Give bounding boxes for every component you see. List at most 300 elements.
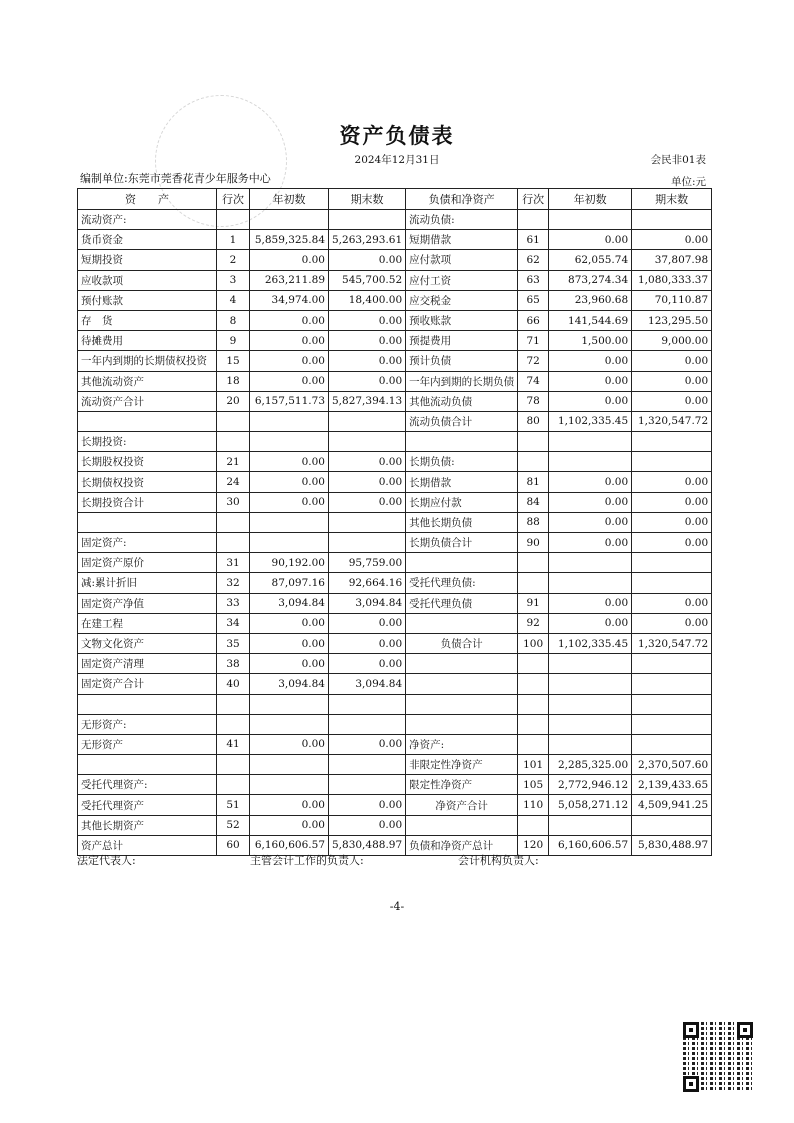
- liability-line-cell: [518, 654, 549, 674]
- liability-begin-cell: 873,274.34: [549, 270, 632, 290]
- liability-end-cell: 0.00: [632, 593, 712, 613]
- table-row: [78, 633, 712, 653]
- asset-name-cell: 货币资金: [78, 230, 217, 250]
- report-date: 2024年12月31日: [354, 154, 440, 166]
- liability-begin-cell: [549, 674, 632, 694]
- asset-end-cell: 0.00: [329, 815, 406, 835]
- preparing-organization: 编制单位:东莞市莞香花青少年服务中心: [80, 172, 271, 185]
- asset-line-cell: [217, 714, 250, 734]
- asset-line-cell: [217, 533, 250, 553]
- asset-begin-cell: [250, 512, 329, 532]
- asset-begin-cell: 3,094.84: [250, 593, 329, 613]
- asset-begin-cell: 263,211.89: [250, 270, 329, 290]
- asset-name-cell: 受托代理资产:: [78, 775, 217, 795]
- asset-end-cell: 0.00: [329, 654, 406, 674]
- asset-end-cell: 0.00: [329, 472, 406, 492]
- table-row: [78, 210, 712, 230]
- liability-end-cell: [632, 210, 712, 230]
- asset-name-cell: 在建工程: [78, 613, 217, 633]
- liability-line-cell: [518, 573, 549, 593]
- liability-name-cell: 净资产:: [406, 734, 518, 754]
- liability-begin-cell: [549, 452, 632, 472]
- asset-end-cell: 0.00: [329, 331, 406, 351]
- liability-line-cell: [518, 815, 549, 835]
- asset-line-cell: 9: [217, 331, 250, 351]
- table-row: [78, 775, 712, 795]
- liability-end-cell: [632, 573, 712, 593]
- table-row: [78, 573, 712, 593]
- asset-line-cell: [217, 210, 250, 230]
- liability-end-cell: [632, 815, 712, 835]
- col-end: 期末数: [329, 189, 406, 210]
- liability-begin-cell: [549, 654, 632, 674]
- asset-name-cell: 流动资产:: [78, 210, 217, 230]
- asset-end-cell: 0.00: [329, 633, 406, 653]
- asset-begin-cell: [250, 210, 329, 230]
- form-code: 会民非01表: [650, 154, 706, 166]
- asset-begin-cell: 0.00: [250, 310, 329, 330]
- liability-end-cell: [632, 654, 712, 674]
- liability-begin-cell: 0.00: [549, 512, 632, 532]
- asset-begin-cell: 0.00: [250, 452, 329, 472]
- liability-begin-cell: [549, 432, 632, 452]
- table-row: [78, 371, 712, 391]
- liability-end-cell: [632, 432, 712, 452]
- asset-end-cell: 0.00: [329, 492, 406, 512]
- liability-line-cell: [518, 734, 549, 754]
- liability-begin-cell: 2,285,325.00: [549, 755, 632, 775]
- table-row: [78, 250, 712, 270]
- liability-line-cell: 61: [518, 230, 549, 250]
- asset-name-cell: 短期投资: [78, 250, 217, 270]
- asset-end-cell: 5,263,293.61: [329, 230, 406, 250]
- liability-begin-cell: [549, 553, 632, 573]
- liability-line-cell: 92: [518, 613, 549, 633]
- col-line-2: 行次: [518, 189, 549, 210]
- asset-end-cell: 0.00: [329, 371, 406, 391]
- asset-begin-cell: [250, 432, 329, 452]
- qr-finder-icon: [737, 1022, 753, 1038]
- asset-end-cell: 92,664.16: [329, 573, 406, 593]
- asset-line-cell: [217, 432, 250, 452]
- asset-end-cell: 5,830,488.97: [329, 835, 406, 855]
- asset-begin-cell: 0.00: [250, 613, 329, 633]
- table-row: [78, 432, 712, 452]
- liability-end-cell: 70,110.87: [632, 290, 712, 310]
- liability-name-cell: 长期应付款: [406, 492, 518, 512]
- asset-end-cell: 0.00: [329, 310, 406, 330]
- asset-name-cell: 文物文化资产: [78, 633, 217, 653]
- liability-name-cell: 受托代理负债:: [406, 573, 518, 593]
- liability-name-cell: 预计负债: [406, 351, 518, 371]
- accounting-head-label: 主管会计工作的负责人:: [250, 854, 364, 867]
- asset-begin-cell: [250, 694, 329, 714]
- asset-name-cell: 其他流动资产: [78, 371, 217, 391]
- table-row: [78, 391, 712, 411]
- asset-name-cell: 固定资产净值: [78, 593, 217, 613]
- liability-end-cell: [632, 452, 712, 472]
- liability-name-cell: [406, 674, 518, 694]
- asset-begin-cell: 5,859,325.84: [250, 230, 329, 250]
- liability-name-cell: 应付款项: [406, 250, 518, 270]
- liability-begin-cell: 141,544.69: [549, 310, 632, 330]
- asset-end-cell: [329, 714, 406, 734]
- liability-begin-cell: 0.00: [549, 472, 632, 492]
- table-row: [78, 452, 712, 472]
- liability-end-cell: 1,320,547.72: [632, 411, 712, 431]
- liability-begin-cell: 0.00: [549, 613, 632, 633]
- asset-line-cell: [217, 694, 250, 714]
- liability-name-cell: 流动负债合计: [406, 411, 518, 431]
- liability-end-cell: 1,320,547.72: [632, 633, 712, 653]
- liability-begin-cell: 1,102,335.45: [549, 633, 632, 653]
- asset-line-cell: 60: [217, 835, 250, 855]
- liability-line-cell: 65: [518, 290, 549, 310]
- liability-begin-cell: 62,055.74: [549, 250, 632, 270]
- asset-end-cell: [329, 533, 406, 553]
- liability-line-cell: 71: [518, 331, 549, 351]
- asset-begin-cell: [250, 411, 329, 431]
- liability-line-cell: 88: [518, 512, 549, 532]
- liability-name-cell: 其他长期负债: [406, 512, 518, 532]
- liability-end-cell: [632, 674, 712, 694]
- liability-begin-cell: 1,102,335.45: [549, 411, 632, 431]
- liability-line-cell: 90: [518, 533, 549, 553]
- asset-line-cell: 51: [217, 795, 250, 815]
- liability-end-cell: 0.00: [632, 533, 712, 553]
- liability-end-cell: 4,509,941.25: [632, 795, 712, 815]
- asset-begin-cell: [250, 775, 329, 795]
- asset-name-cell: 预付账款: [78, 290, 217, 310]
- liability-end-cell: 9,000.00: [632, 331, 712, 351]
- asset-begin-cell: 0.00: [250, 351, 329, 371]
- liability-begin-cell: 0.00: [549, 492, 632, 512]
- page-title: 资产负债表: [339, 123, 455, 148]
- liability-line-cell: 101: [518, 755, 549, 775]
- asset-name-cell: 资产总计: [78, 835, 217, 855]
- asset-line-cell: 8: [217, 310, 250, 330]
- table-row: [78, 593, 712, 613]
- asset-name-cell: 存 货: [78, 310, 217, 330]
- asset-line-cell: [217, 512, 250, 532]
- liability-line-cell: 100: [518, 633, 549, 653]
- asset-begin-cell: [250, 755, 329, 775]
- qr-finder-icon: [683, 1076, 699, 1092]
- asset-begin-cell: 3,094.84: [250, 674, 329, 694]
- col-line: 行次: [217, 189, 250, 210]
- asset-line-cell: 1: [217, 230, 250, 250]
- table-row: [78, 835, 712, 855]
- liability-end-cell: [632, 553, 712, 573]
- liability-line-cell: [518, 674, 549, 694]
- asset-name-cell: 固定资产:: [78, 533, 217, 553]
- liability-line-cell: 74: [518, 371, 549, 391]
- liability-line-cell: [518, 210, 549, 230]
- liability-name-cell: [406, 654, 518, 674]
- asset-end-cell: 0.00: [329, 795, 406, 815]
- asset-line-cell: [217, 775, 250, 795]
- table-row: [78, 553, 712, 573]
- asset-begin-cell: 34,974.00: [250, 290, 329, 310]
- liability-end-cell: 5,830,488.97: [632, 835, 712, 855]
- table-row: [78, 714, 712, 734]
- table-row: [78, 472, 712, 492]
- table-row: [78, 331, 712, 351]
- liability-begin-cell: 0.00: [549, 230, 632, 250]
- asset-end-cell: 18,400.00: [329, 290, 406, 310]
- liability-line-cell: 66: [518, 310, 549, 330]
- asset-begin-cell: 0.00: [250, 815, 329, 835]
- liability-name-cell: 受托代理负债: [406, 593, 518, 613]
- asset-begin-cell: 0.00: [250, 250, 329, 270]
- asset-name-cell: 长期债权投资: [78, 472, 217, 492]
- table-row: [78, 290, 712, 310]
- liability-name-cell: 长期负债:: [406, 452, 518, 472]
- accounting-dept-head-label: 会计机构负责人:: [458, 854, 539, 867]
- table-row: [78, 694, 712, 714]
- asset-begin-cell: 0.00: [250, 734, 329, 754]
- liability-name-cell: 预提费用: [406, 331, 518, 351]
- table-row: [78, 492, 712, 512]
- asset-end-cell: 0.00: [329, 250, 406, 270]
- liability-name-cell: [406, 694, 518, 714]
- liability-name-cell: 负债合计: [406, 633, 518, 653]
- asset-end-cell: [329, 512, 406, 532]
- liability-name-cell: [406, 815, 518, 835]
- liability-end-cell: 2,139,433.65: [632, 775, 712, 795]
- asset-line-cell: 32: [217, 573, 250, 593]
- liability-end-cell: 2,370,507.60: [632, 755, 712, 775]
- liability-end-cell: [632, 714, 712, 734]
- asset-end-cell: [329, 432, 406, 452]
- liability-name-cell: 应付工资: [406, 270, 518, 290]
- table-row: [78, 270, 712, 290]
- asset-line-cell: 41: [217, 734, 250, 754]
- table-row: [78, 230, 712, 250]
- asset-begin-cell: 0.00: [250, 371, 329, 391]
- asset-end-cell: [329, 694, 406, 714]
- liability-begin-cell: [549, 815, 632, 835]
- asset-line-cell: 35: [217, 633, 250, 653]
- table-row: [78, 411, 712, 431]
- liability-line-cell: 80: [518, 411, 549, 431]
- asset-name-cell: 固定资产原价: [78, 553, 217, 573]
- liability-name-cell: 负债和净资产总计: [406, 835, 518, 855]
- liability-end-cell: 0.00: [632, 492, 712, 512]
- liability-end-cell: 0.00: [632, 371, 712, 391]
- asset-end-cell: 0.00: [329, 351, 406, 371]
- table-row: [78, 533, 712, 553]
- liability-end-cell: 123,295.50: [632, 310, 712, 330]
- liability-begin-cell: [549, 734, 632, 754]
- table-row: [78, 613, 712, 633]
- liability-begin-cell: [549, 210, 632, 230]
- liability-name-cell: 流动负债:: [406, 210, 518, 230]
- asset-name-cell: [78, 411, 217, 431]
- asset-end-cell: 95,759.00: [329, 553, 406, 573]
- asset-line-cell: 33: [217, 593, 250, 613]
- table-row: [78, 310, 712, 330]
- table-row: [78, 351, 712, 371]
- liability-line-cell: 91: [518, 593, 549, 613]
- liability-name-cell: [406, 613, 518, 633]
- liability-line-cell: 105: [518, 775, 549, 795]
- liability-end-cell: [632, 694, 712, 714]
- asset-begin-cell: 90,192.00: [250, 553, 329, 573]
- asset-end-cell: 3,094.84: [329, 593, 406, 613]
- asset-line-cell: 15: [217, 351, 250, 371]
- asset-name-cell: 流动资产合计: [78, 391, 217, 411]
- asset-name-cell: 无形资产: [78, 734, 217, 754]
- asset-end-cell: [329, 411, 406, 431]
- asset-end-cell: 5,827,394.13: [329, 391, 406, 411]
- qr-code: [683, 1022, 753, 1092]
- asset-line-cell: [217, 411, 250, 431]
- asset-begin-cell: [250, 714, 329, 734]
- liability-begin-cell: 0.00: [549, 351, 632, 371]
- liability-name-cell: [406, 714, 518, 734]
- asset-name-cell: [78, 512, 217, 532]
- col-end-2: 期末数: [632, 189, 712, 210]
- asset-line-cell: 20: [217, 391, 250, 411]
- liability-begin-cell: 5,058,271.12: [549, 795, 632, 815]
- asset-name-cell: 长期股权投资: [78, 452, 217, 472]
- liability-line-cell: 62: [518, 250, 549, 270]
- asset-name-cell: 无形资产:: [78, 714, 217, 734]
- liability-end-cell: 0.00: [632, 613, 712, 633]
- liability-begin-cell: [549, 694, 632, 714]
- asset-begin-cell: 0.00: [250, 654, 329, 674]
- legal-representative-label: 法定代表人:: [77, 854, 136, 867]
- currency-unit: 单位:元: [670, 176, 706, 188]
- liability-name-cell: 其他流动负债: [406, 391, 518, 411]
- liability-line-cell: 78: [518, 391, 549, 411]
- asset-end-cell: 3,094.84: [329, 674, 406, 694]
- asset-begin-cell: 0.00: [250, 472, 329, 492]
- asset-name-cell: [78, 694, 217, 714]
- asset-end-cell: 545,700.52: [329, 270, 406, 290]
- asset-name-cell: 减:累计折旧: [78, 573, 217, 593]
- asset-begin-cell: 87,097.16: [250, 573, 329, 593]
- table-row: [78, 755, 712, 775]
- table-row: [78, 512, 712, 532]
- asset-name-cell: [78, 755, 217, 775]
- asset-line-cell: 18: [217, 371, 250, 391]
- asset-begin-cell: 6,160,606.57: [250, 835, 329, 855]
- asset-end-cell: [329, 210, 406, 230]
- page-number: -4-: [389, 900, 405, 913]
- asset-line-cell: 52: [217, 815, 250, 835]
- liability-begin-cell: 0.00: [549, 371, 632, 391]
- liability-name-cell: 限定性净资产: [406, 775, 518, 795]
- asset-begin-cell: [250, 533, 329, 553]
- liability-end-cell: [632, 734, 712, 754]
- liability-end-cell: 0.00: [632, 351, 712, 371]
- asset-begin-cell: 6,157,511.73: [250, 391, 329, 411]
- table-row: [78, 815, 712, 835]
- col-asset: 资 产: [78, 189, 217, 210]
- col-begin: 年初数: [250, 189, 329, 210]
- asset-name-cell: 其他长期资产: [78, 815, 217, 835]
- asset-begin-cell: 0.00: [250, 633, 329, 653]
- liability-line-cell: [518, 432, 549, 452]
- liability-name-cell: 非限定性净资产: [406, 755, 518, 775]
- table-row: [78, 654, 712, 674]
- liability-name-cell: 长期借款: [406, 472, 518, 492]
- asset-end-cell: [329, 755, 406, 775]
- liability-line-cell: [518, 553, 549, 573]
- asset-name-cell: 待摊费用: [78, 331, 217, 351]
- asset-name-cell: 长期投资:: [78, 432, 217, 452]
- asset-line-cell: [217, 755, 250, 775]
- liability-end-cell: 0.00: [632, 472, 712, 492]
- liability-begin-cell: [549, 714, 632, 734]
- liability-begin-cell: 0.00: [549, 533, 632, 553]
- table-row: [78, 734, 712, 754]
- liability-name-cell: 一年内到期的长期负债: [406, 371, 518, 391]
- qr-finder-icon: [683, 1022, 699, 1038]
- liability-begin-cell: 0.00: [549, 391, 632, 411]
- asset-line-cell: 4: [217, 290, 250, 310]
- liability-end-cell: 0.00: [632, 391, 712, 411]
- asset-end-cell: 0.00: [329, 452, 406, 472]
- table-row: [78, 795, 712, 815]
- liability-name-cell: [406, 553, 518, 573]
- liability-line-cell: [518, 714, 549, 734]
- liability-line-cell: 84: [518, 492, 549, 512]
- asset-line-cell: 21: [217, 452, 250, 472]
- liability-line-cell: 110: [518, 795, 549, 815]
- asset-line-cell: 38: [217, 654, 250, 674]
- liability-name-cell: 预收账款: [406, 310, 518, 330]
- liability-end-cell: 37,807.98: [632, 250, 712, 270]
- asset-begin-cell: 0.00: [250, 492, 329, 512]
- liability-name-cell: 净资产合计: [406, 795, 518, 815]
- asset-end-cell: 0.00: [329, 734, 406, 754]
- asset-end-cell: 0.00: [329, 613, 406, 633]
- liability-begin-cell: 23,960.68: [549, 290, 632, 310]
- liability-begin-cell: 1,500.00: [549, 331, 632, 351]
- liability-begin-cell: 0.00: [549, 593, 632, 613]
- col-begin-2: 年初数: [549, 189, 632, 210]
- liability-begin-cell: 6,160,606.57: [549, 835, 632, 855]
- liability-end-cell: 1,080,333.37: [632, 270, 712, 290]
- liability-begin-cell: 2,772,946.12: [549, 775, 632, 795]
- liability-begin-cell: [549, 573, 632, 593]
- liability-name-cell: 短期借款: [406, 230, 518, 250]
- liability-line-cell: [518, 452, 549, 472]
- balance-sheet-table: [77, 188, 712, 856]
- asset-line-cell: 31: [217, 553, 250, 573]
- table-header-row: [78, 189, 712, 210]
- liability-line-cell: 72: [518, 351, 549, 371]
- asset-begin-cell: 0.00: [250, 795, 329, 815]
- asset-line-cell: 24: [217, 472, 250, 492]
- liability-line-cell: [518, 694, 549, 714]
- asset-name-cell: 固定资产清理: [78, 654, 217, 674]
- asset-name-cell: 受托代理资产: [78, 795, 217, 815]
- asset-name-cell: 一年内到期的长期债权投资: [78, 351, 217, 371]
- asset-line-cell: 34: [217, 613, 250, 633]
- asset-line-cell: 2: [217, 250, 250, 270]
- asset-line-cell: 30: [217, 492, 250, 512]
- table-row: [78, 674, 712, 694]
- liability-name-cell: [406, 432, 518, 452]
- asset-name-cell: 应收款项: [78, 270, 217, 290]
- liability-end-cell: 0.00: [632, 512, 712, 532]
- asset-name-cell: 固定资产合计: [78, 674, 217, 694]
- liability-line-cell: 120: [518, 835, 549, 855]
